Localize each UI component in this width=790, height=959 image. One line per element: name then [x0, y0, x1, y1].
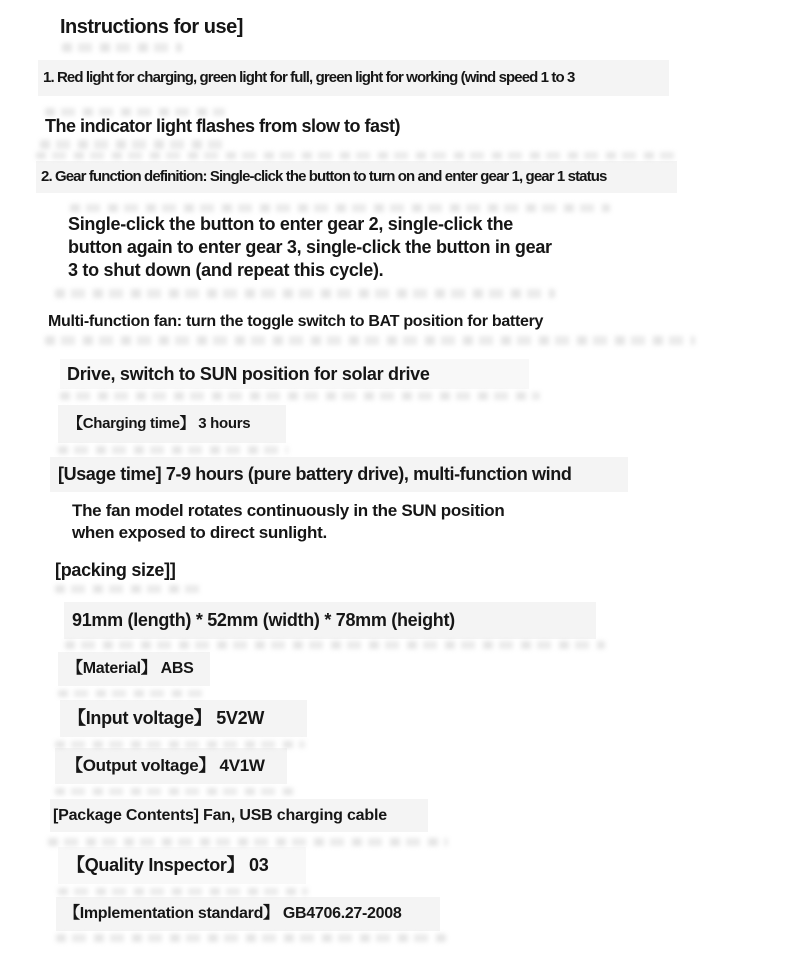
quality-inspector-line: 【Quality Inspector】 03	[58, 847, 306, 884]
ghost-text-artifact	[65, 641, 605, 649]
input-voltage-line: 【Input voltage】 5V2W	[60, 700, 307, 737]
gear-paragraph-line1: Single-click the button to enter gear 2, single-click the	[68, 214, 513, 234]
point1-line: 1. Red light for charging, green light for full, green light for working (wind speed 1 to 3	[38, 60, 669, 96]
sun-note-line1: The fan model rotates continuously in the SUN position	[72, 501, 505, 520]
ghost-text-artifact	[36, 152, 676, 159]
output-voltage-line: 【Output voltage】 4V1W	[55, 748, 287, 784]
implementation-standard-line: 【Implementation standard】 GB4706.27-2008	[56, 897, 440, 931]
point1-continued-line: The indicator light flashes from slow to fast)	[45, 116, 401, 136]
ghost-text-artifact	[60, 392, 540, 400]
gear-paragraph-line3: 3 to shut down (and repeat this cycle).	[68, 260, 384, 280]
ghost-text-artifact	[55, 289, 555, 298]
ghost-text-artifact	[58, 446, 288, 454]
dimensions-line: 91mm (length) * 52mm (width) * 78mm (height)	[64, 602, 596, 639]
multifunction-line: Multi-function fan: turn the toggle switch to BAT position for battery	[48, 313, 544, 330]
point2-line: 2. Gear function definition: Single-click the button to turn on and enter gear 1, gear 1 status	[36, 161, 677, 193]
ghost-text-artifact	[55, 788, 295, 795]
ghost-text-artifact	[40, 140, 230, 149]
ghost-text-artifact	[62, 43, 182, 52]
ghost-text-artifact	[45, 108, 225, 116]
sun-note-line2: when exposed to direct sunlight.	[72, 523, 327, 542]
ghost-text-artifact	[70, 204, 610, 212]
charging-time-line: 【Charging time】 3 hours	[58, 405, 286, 443]
ghost-text-artifact	[55, 585, 205, 593]
packing-size-heading: [packing size]]	[55, 560, 176, 580]
ghost-text-artifact	[58, 888, 308, 895]
gear-paragraph-line2: button again to enter gear 3, single-click the button in gear	[68, 237, 552, 257]
ghost-text-artifact	[45, 336, 695, 345]
material-line: 【Material】 ABS	[58, 652, 210, 686]
ghost-text-artifact	[48, 838, 448, 846]
ghost-text-artifact	[58, 690, 208, 697]
package-contents-line: [Package Contents] Fan, USB charging cable	[50, 799, 428, 832]
usage-time-line: [Usage time] 7-9 hours (pure battery drive), multi-function wind	[50, 457, 628, 492]
drive-line: Drive, switch to SUN position for solar drive	[60, 359, 529, 389]
ghost-text-artifact	[56, 934, 446, 942]
page-title: Instructions for use]	[60, 16, 243, 38]
ghost-text-artifact	[55, 741, 305, 748]
